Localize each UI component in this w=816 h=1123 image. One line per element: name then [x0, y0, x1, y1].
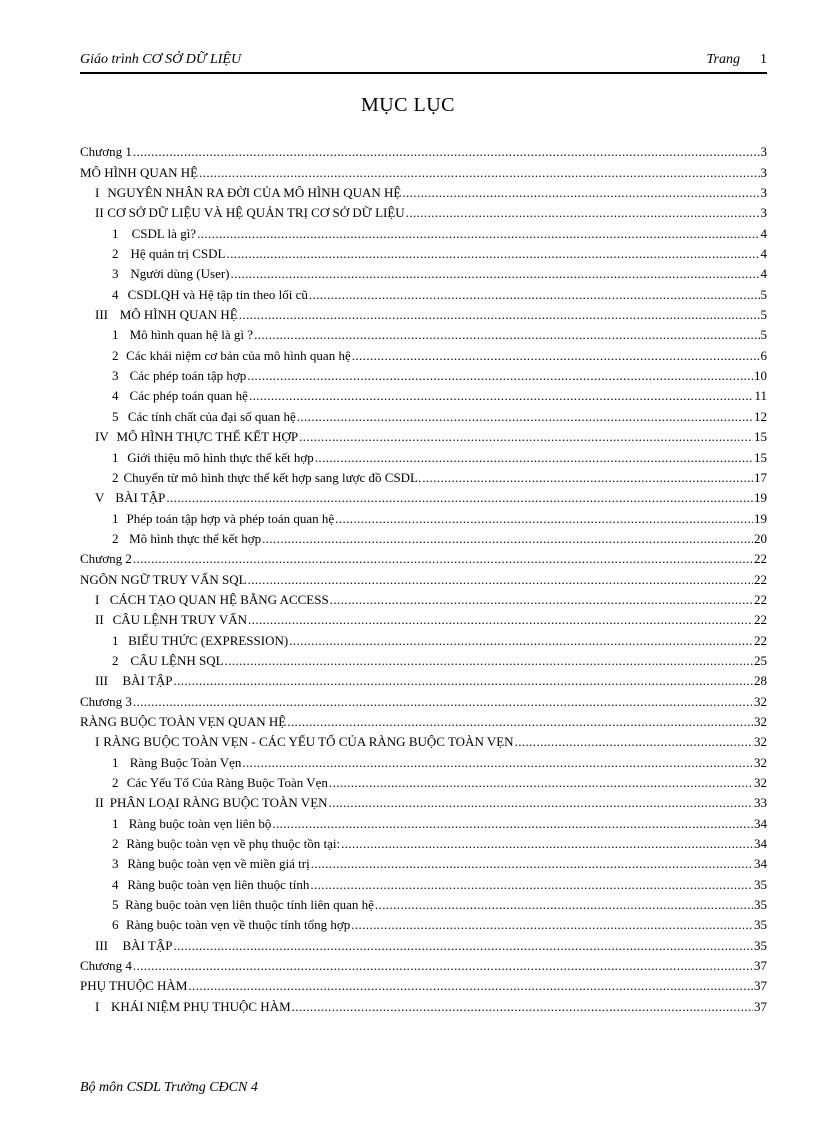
toc-entry-page: 35	[754, 917, 767, 933]
toc-entry-title: Người dùng (User)	[130, 266, 230, 282]
toc-entry[interactable]	[80, 750, 767, 770]
toc-entry-number: 2	[112, 246, 119, 262]
page-footer: Bộ môn CSDL Trường CĐCN 4	[80, 1080, 258, 1095]
toc-entry-number: 2	[112, 347, 119, 363]
toc-entry[interactable]	[80, 445, 767, 465]
toc-entry[interactable]	[80, 954, 767, 974]
toc-leader-dots	[330, 592, 753, 608]
toc-entry-page: 32	[754, 775, 767, 790]
toc-entry[interactable]	[80, 811, 767, 831]
toc-entry-page: 15	[754, 449, 767, 465]
toc-entry-page: 5	[760, 307, 767, 323]
toc-entry-page: 4	[760, 246, 767, 262]
toc-entry-number: 3	[112, 856, 119, 872]
toc-leader-dots	[402, 185, 759, 201]
toc-entry-title: MÔ HÌNH QUAN HỆ	[80, 164, 199, 180]
toc-entry-title: Ràng buộc toàn vẹn liên thuộc tính	[127, 876, 310, 892]
toc-entry-title: Chuyển từ mô hình thực thể kết hợp sang lược đồ CSDL.	[123, 469, 422, 485]
toc-leader-dots	[133, 694, 753, 710]
toc-entry-title: Phép toán tập hợp và phép toán quan hệ	[126, 510, 335, 526]
toc-entry-title: Ràng buộc toàn vẹn về miền giá trị	[127, 856, 310, 872]
toc-entry-number: 5	[112, 408, 119, 424]
toc-entry-page: 32	[754, 734, 767, 750]
toc-entry-number: II	[95, 205, 104, 221]
page-header	[80, 50, 767, 74]
page-title: MỤC LỤC	[360, 94, 456, 116]
toc-entry-page: 33	[754, 795, 767, 811]
toc-entry-number: II	[95, 795, 104, 811]
toc-entry-page: 3	[760, 144, 767, 160]
toc-leader-dots	[262, 531, 753, 547]
toc-leader-dots	[248, 572, 753, 588]
toc-entry[interactable]	[80, 140, 767, 160]
toc-leader-dots	[422, 470, 753, 486]
toc-entry-page: 6	[760, 347, 767, 363]
toc-entry[interactable]	[80, 364, 767, 384]
toc-entry-page: 22	[754, 571, 767, 587]
toc-entry-page: 3	[760, 185, 767, 201]
toc-leader-dots	[242, 755, 753, 771]
toc-leader-dots	[292, 999, 753, 1015]
toc-entry-title: Chương 1	[80, 144, 132, 160]
toc-entry-page: 32	[754, 754, 767, 770]
toc-leader-dots	[272, 816, 753, 832]
toc-entry-page: 37	[754, 998, 767, 1014]
toc-entry-title: CƠ SỞ DỮ LIỆU VÀ HỆ QUẢN TRỊ CƠ SỞ DỮ LIỆU	[107, 205, 405, 221]
toc-entry-number: III	[95, 307, 108, 323]
toc-entry-title: Ràng buộc toàn vẹn về thuộc tính tổng hợp	[125, 917, 351, 933]
toc-entry-page: 22	[754, 632, 767, 648]
toc-entry-title: MÔ HÌNH THỰC THỂ KẾT HỢP	[116, 429, 299, 445]
toc-entry-number: 1	[112, 510, 119, 526]
toc-entry-page: 22	[754, 591, 767, 607]
toc-leader-dots	[231, 266, 760, 282]
toc-entry-number: 2	[112, 652, 119, 668]
toc-entry[interactable]	[80, 933, 767, 953]
toc-leader-dots	[289, 633, 753, 649]
toc-leader-dots	[197, 226, 759, 242]
toc-entry[interactable]	[80, 384, 767, 404]
toc-entry[interactable]	[80, 730, 767, 750]
toc-entry-page: 4	[760, 266, 767, 282]
toc-entry[interactable]	[80, 221, 767, 241]
toc-leader-dots	[166, 490, 753, 506]
toc-entry-number: 2	[112, 530, 119, 546]
toc-leader-dots	[254, 327, 759, 343]
toc-entry-title: Các tính chất của đại số quan hệ	[127, 408, 296, 424]
toc-leader-dots	[247, 368, 753, 384]
toc-entry[interactable]	[80, 689, 767, 709]
toc-entry-page: 17	[754, 469, 767, 485]
toc-entry-page: 22	[754, 551, 767, 567]
toc-leader-dots	[239, 307, 760, 323]
toc-entry-page: 28	[754, 673, 767, 689]
toc-leader-dots	[310, 877, 753, 893]
toc-entry-number: 4	[112, 286, 119, 302]
toc-entry-title: Chương 3	[80, 693, 132, 709]
toc-entry-number: 1	[112, 754, 119, 770]
toc-entry-number: 3	[112, 368, 119, 384]
toc-entry-title: BÀI TẬP	[122, 937, 173, 953]
toc-entry-title: Mô hình quan hệ là gì ?	[129, 327, 254, 343]
toc-entry[interactable]	[80, 994, 767, 1014]
toc-leader-dots	[375, 897, 753, 913]
toc-entry-page: 3	[760, 164, 767, 180]
toc-entry-page: 19	[754, 490, 767, 506]
toc-entry-title: Ràng buộc toàn vẹn liên thuộc tính liên quan hệ	[125, 897, 374, 913]
toc-entry-number: 1	[112, 815, 119, 831]
toc-leader-dots	[188, 978, 753, 994]
toc-leader-dots	[299, 429, 753, 445]
toc-leader-dots	[249, 388, 754, 404]
toc-entry-title: CSDLQH và Hệ tập tin theo lối cũ	[127, 286, 308, 302]
toc-entry[interactable]	[80, 588, 767, 608]
toc-entry-title: Các phép toán tập hợp	[129, 368, 247, 384]
toc-entry[interactable]	[80, 466, 767, 486]
toc-entry[interactable]	[80, 160, 767, 180]
toc-entry[interactable]	[80, 974, 767, 994]
toc-entry-title: RÀNG BUỘC TOÀN VẸN QUAN HỆ	[80, 713, 287, 729]
page-indicator	[707, 52, 767, 68]
toc-entry-title: NGUYÊN NHÂN RA ĐỜI CỦA MÔ HÌNH QUAN HỆ	[107, 185, 402, 201]
toc-entry-title: Các Yếu Tố Của Ràng Buộc Toàn Vẹn	[126, 775, 328, 790]
toc-entry-number: 2	[112, 836, 119, 852]
toc-leader-dots	[227, 246, 760, 262]
toc-entry[interactable]	[80, 628, 767, 648]
toc-entry-title: Chương 4	[80, 958, 132, 974]
toc-entry-title: PHÂN LOẠI RÀNG BUỘC TOÀN VẸN	[109, 795, 328, 811]
toc-entry-title: Ràng buộc toàn vẹn liên bộ	[128, 815, 272, 831]
toc-entry-page: 15	[754, 429, 767, 445]
toc-entry-page: 34	[754, 836, 767, 852]
toc-entry-page: 10	[754, 368, 767, 384]
toc-entry-page: 34	[754, 815, 767, 831]
toc-entry-title: MÔ HÌNH QUAN HỆ	[119, 307, 238, 323]
toc-entry-number: V	[95, 490, 105, 506]
toc-entry-title: Các phép toán quan hệ	[129, 388, 248, 404]
toc-leader-dots	[515, 734, 753, 750]
toc-entry[interactable]	[80, 242, 767, 262]
toc-entry-title: NGÔN NGỮ TRUY VẤN SQL	[80, 571, 247, 587]
toc-entry-page: 35	[754, 937, 767, 953]
toc-leader-dots	[133, 958, 753, 974]
toc-entry-page: 37	[754, 978, 767, 994]
toc-entry-page: 32	[754, 713, 767, 729]
toc-entry[interactable]	[80, 323, 767, 343]
toc-entry-page: 25	[754, 652, 767, 668]
toc-entry-number: 3	[112, 266, 119, 282]
toc-entry[interactable]	[80, 343, 767, 363]
toc-entry-number: 1	[112, 632, 119, 648]
toc-entry[interactable]	[80, 527, 767, 547]
toc-entry-number: I	[95, 185, 100, 201]
toc-leader-dots	[341, 836, 753, 852]
toc-entry-page: 35	[754, 876, 767, 892]
toc-entry-page: 19	[754, 510, 767, 526]
toc-entry-title: BÀI TẬP	[115, 490, 166, 506]
toc-leader-dots	[315, 450, 753, 466]
toc-entry-title: Hệ quản trị CSDL	[130, 246, 226, 262]
toc-leader-dots	[287, 714, 753, 730]
toc-entry-number: 1	[112, 327, 119, 343]
toc-entry[interactable]	[80, 913, 767, 933]
toc-entry-title: BIỂU THỨC (EXPRESSION)	[128, 632, 289, 648]
toc-leader-dots	[173, 673, 753, 689]
toc-entry-number: 6	[112, 917, 119, 933]
toc-entry-title: BÀI TẬP	[122, 673, 173, 689]
toc-leader-dots	[173, 938, 753, 954]
toc-entry-title: KHÁI NIỆM PHỤ THUỘC HÀM	[111, 998, 291, 1014]
toc-entry-number: 2	[112, 469, 119, 485]
toc-entry[interactable]	[80, 791, 767, 811]
toc-leader-dots	[199, 165, 759, 181]
toc-entry-page: 5	[760, 327, 767, 343]
toc-entry-number: 1	[112, 449, 119, 465]
toc-entry[interactable]	[80, 201, 767, 221]
toc-entry-page: 11	[754, 388, 767, 404]
toc-entry-number: II	[95, 612, 104, 628]
toc-entry-page: 4	[760, 225, 767, 241]
toc-leader-dots	[133, 551, 753, 567]
toc-entry[interactable]	[80, 649, 767, 669]
toc-entry[interactable]	[80, 567, 767, 587]
toc-entry-number: I	[95, 591, 100, 607]
toc-entry-title: CÂU LỆNH TRUY VẤN	[112, 612, 248, 628]
toc-entry[interactable]	[80, 282, 767, 302]
toc-entry[interactable]	[80, 832, 767, 852]
toc-entry-number: 4	[112, 876, 119, 892]
toc-entry-page: 3	[760, 205, 767, 221]
book-title: Giáo trình CƠ SỞ DỮ LIỆU	[80, 52, 242, 67]
toc-leader-dots	[311, 856, 753, 872]
toc-entry-title: Ràng buộc toàn vẹn về phụ thuộc tồn tại:	[126, 836, 341, 852]
toc-entry-number: 4	[112, 388, 119, 404]
toc-entry-page: 35	[754, 897, 767, 913]
toc-entry[interactable]	[80, 303, 767, 323]
toc-entry-number: 5	[112, 897, 119, 913]
toc-entry[interactable]	[80, 404, 767, 424]
toc-entry-title: CÁCH TẠO QUAN HỆ BẰNG ACCESS	[109, 591, 329, 607]
toc-entry[interactable]	[80, 486, 767, 506]
toc-entry-number: I	[95, 998, 100, 1014]
toc-entry[interactable]	[80, 893, 767, 913]
toc-entry[interactable]	[80, 771, 767, 791]
toc-entry[interactable]	[80, 262, 767, 282]
toc-leader-dots	[225, 653, 753, 669]
toc-entry[interactable]	[80, 710, 767, 730]
toc-entry-page: 34	[754, 856, 767, 872]
toc-entry[interactable]	[80, 425, 767, 445]
toc-entry-page: 32	[754, 693, 767, 709]
toc-entry[interactable]	[80, 872, 767, 892]
table-of-contents	[80, 140, 767, 1015]
toc-entry-title: CÂU LỆNH SQL	[130, 652, 224, 668]
toc-leader-dots	[406, 205, 760, 221]
toc-leader-dots	[352, 348, 760, 364]
toc-leader-dots	[248, 612, 753, 628]
toc-entry-title: PHỤ THUỘC HÀM	[80, 978, 188, 994]
toc-entry-title: Giới thiệu mô hình thực thể kết hợp	[127, 449, 314, 465]
toc-leader-dots	[329, 795, 753, 811]
toc-entry-title: Chương 2	[80, 551, 132, 567]
toc-entry-title: RÀNG BUỘC TOÀN VẸN - CÁC YẾU TỐ CỦA RÀNG BUỘC TOÀN VẸN	[103, 734, 514, 750]
toc-leader-dots	[133, 144, 760, 160]
toc-leader-dots	[335, 511, 753, 527]
toc-entry-number: 1	[112, 225, 119, 241]
toc-entry-title: Mô hình thực thể kết hợp	[129, 530, 262, 546]
toc-entry-number: III	[95, 673, 108, 689]
toc-entry[interactable]	[80, 852, 767, 872]
toc-entry-number: I	[95, 734, 100, 750]
toc-entry-number: IV	[95, 429, 109, 445]
toc-entry-title: Các khái niệm cơ bản của mô hình quan hệ	[126, 347, 351, 363]
toc-leader-dots	[309, 287, 760, 303]
toc-entry-page: 12	[754, 408, 767, 424]
toc-entry[interactable]	[80, 669, 767, 689]
page-number: 1	[760, 52, 767, 67]
toc-entry-page: 37	[754, 958, 767, 974]
toc-entry-title: CSDL là gì?	[131, 225, 197, 241]
toc-entry[interactable]	[80, 608, 767, 628]
toc-entry[interactable]	[80, 181, 767, 201]
toc-entry[interactable]	[80, 506, 767, 526]
toc-entry-title: Ràng Buộc Toàn Vẹn	[129, 754, 242, 770]
toc-entry[interactable]	[80, 547, 767, 567]
toc-entry-number: 2	[112, 775, 119, 790]
toc-leader-dots	[297, 409, 753, 425]
toc-entry-page: 5	[760, 286, 767, 302]
toc-leader-dots	[351, 917, 753, 933]
page-label: Trang	[706, 52, 740, 67]
toc-leader-dots	[329, 775, 753, 791]
toc-entry-page: 22	[754, 612, 767, 628]
toc-entry-number: III	[95, 937, 108, 953]
toc-entry-page: 20	[754, 530, 767, 546]
